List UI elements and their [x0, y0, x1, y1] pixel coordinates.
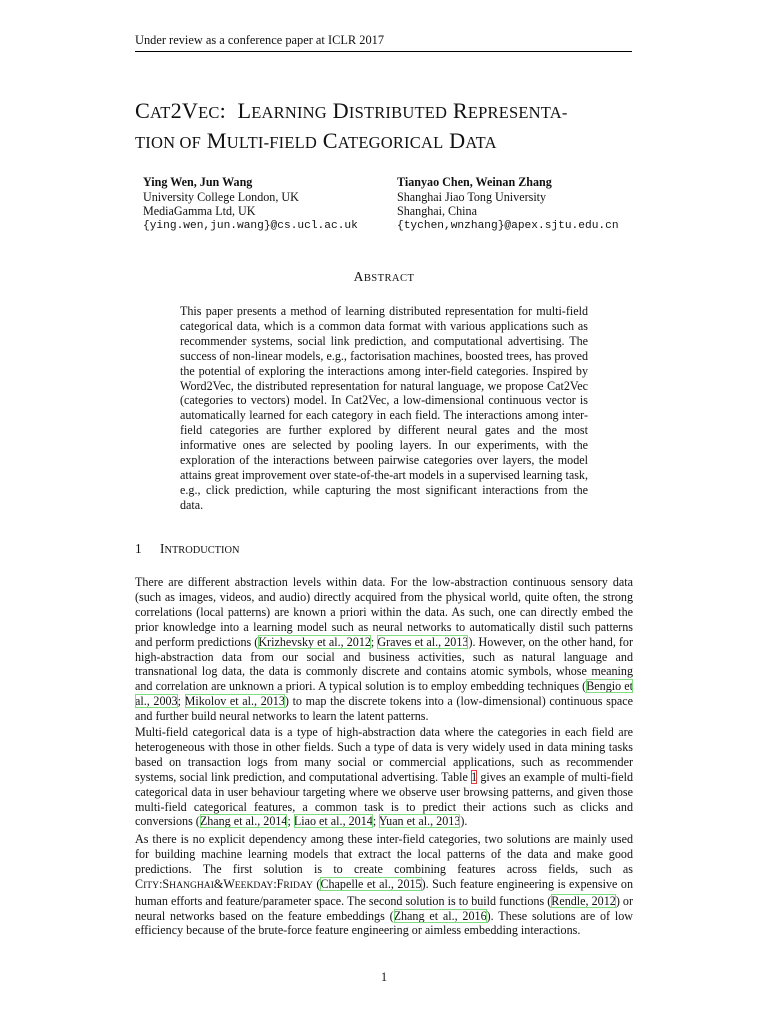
author-affiliation: Shanghai Jiao Tong University — [397, 189, 547, 204]
author-affiliation: Shanghai, China — [397, 204, 477, 219]
intro-paragraph-3: As there is no explicit dependency among these inter-field categories, two solutions are mainly used for building machine learning models that extract the local patterns of the data and make good predictions. The first solution is to create combining features across fields, such as CITY:SHANGHAI&WEEKDAY:FRIDAY (Chapelle et al., 2015). Such feature engineering is expensive on human efforts and feature/parameter space. The second solution is to build functions (Rendle, 2012) or neural networks based on the feature embeddings (Zhang et al., 2016). These solutions are of low efficiency because of the brute-force feature engineering or aimless embedding interactions. — [135, 832, 634, 938]
citation-link[interactable]: Zhang et al., 2014 — [199, 814, 288, 829]
author-names: Tianyao Chen, Weinan Zhang — [397, 175, 552, 189]
abstract-text: This paper presents a method of learning distributed representation for multi-field categorical data, which is a common data format with various applications such as recommender systems, social link prediction, and computational advertising. The success of non-linear models, e.g., factorisation machines, boosted trees, has proved the potential of exploring the interactions among inter-field categories. Inspired by Word2Vec, the distributed representation for natural language, we propose Cat2Vec (categories to vectors) model. In Cat2Vec, a low-dimensional continuous vector is automatically learned for each category in each field. The interactions among inter-field categories are further explored by different neural gates and the most informative ones are selected by pooling layers. In our experiments, with the exploration of the interactions between pairwise categories over layers, the model attains great improvement over state-of-the-art models in a supervised learning task, e.g., click prediction, while capturing the most significant interactions from the data. — [180, 304, 588, 512]
abstract-heading: ABSTRACT — [353, 269, 415, 284]
citation-link[interactable]: Bengio et al., 2003 — [135, 679, 634, 709]
citation-link[interactable]: Graves et al., 2013 — [377, 634, 469, 649]
section-heading: 1 INTRODUCTION — [135, 541, 240, 556]
header-rule — [135, 51, 632, 52]
citation-link[interactable]: Zhang et al., 2016 — [393, 908, 487, 923]
author-block-2 — [397, 175, 619, 234]
author-affiliation: MediaGamma Ltd, UK — [143, 204, 256, 219]
table-reference-link[interactable]: 1 — [471, 769, 478, 784]
citation-link[interactable]: Rendle, 2012 — [551, 893, 616, 908]
citation-link[interactable]: Liao et al., 2014 — [293, 814, 373, 829]
author-email[interactable]: {ying.wen,jun.wang}@cs.ucl.ac.uk — [143, 220, 358, 233]
intro-paragraph-1: There are different abstraction levels within data. For the low-abstraction continuous sensory data (such as images, videos, and audio) directly acquired from the physical world, quite often, the strong correlations (local patterns) are known a priori within the data. As such, one can directly embed the prior knowledge into a learning model such as neural networks to automatically distil such patterns and perform predictions (Krizhevsky et al., 2012; Graves et al., 2013). However, on the other hand, for high-abstraction data from our social and business activities, such as natural language and transnational log data, the data is commonly discrete and contains atomic symbols, whose meaning and correlation are unknown a priori. A typical solution is to employ embedding techniques (Bengio et al., 2003; Mikolov et al., 2013) to map the discrete tokens into a (low-dimensional) continuous space and further build neural networks to learn the latent patterns. — [135, 575, 634, 724]
citation-link[interactable]: Yuan et al., 2013 — [378, 814, 461, 829]
citation-link[interactable]: Mikolov et al., 2013 — [184, 694, 285, 709]
citation-link[interactable]: Chapelle et al., 2015 — [320, 876, 422, 891]
author-block-1 — [143, 175, 358, 234]
paper-title: CAT2VEC: LEARNING DISTRIBUTED REPRESENTA- TION OF MULTI-FIELD CATEGORICAL DATA — [135, 98, 568, 153]
intro-paragraph-2: Multi-field categorical data is a type of high-abstraction data where the categories in each field are heterogeneous with those in other fields. Such a type of data is very widely used in data mining tasks based on transaction logs from many social or commercial applications, such as recommender systems, social link prediction, and computational advertising. Table 1 gives an example of multi-field categorical data in user behaviour targeting where we observe user browsing patterns, and given those multi-field categorical features, a common task is to predict their actions such as clicks and conversions (Zhang et al., 2014; Liao et al., 2014; Yuan et al., 2013). — [135, 725, 633, 829]
author-affiliation: University College London, UK — [143, 189, 299, 204]
author-email[interactable]: {tychen,wnzhang}@apex.sjtu.edu.cn — [397, 220, 619, 233]
running-header: Under review as a conference paper at ICLR 2017 — [135, 33, 385, 47]
citation-link[interactable]: Krizhevsky et al., 2012 — [258, 634, 371, 649]
page-number: 1 — [380, 970, 388, 984]
author-names: Ying Wen, Jun Wang — [143, 175, 253, 189]
